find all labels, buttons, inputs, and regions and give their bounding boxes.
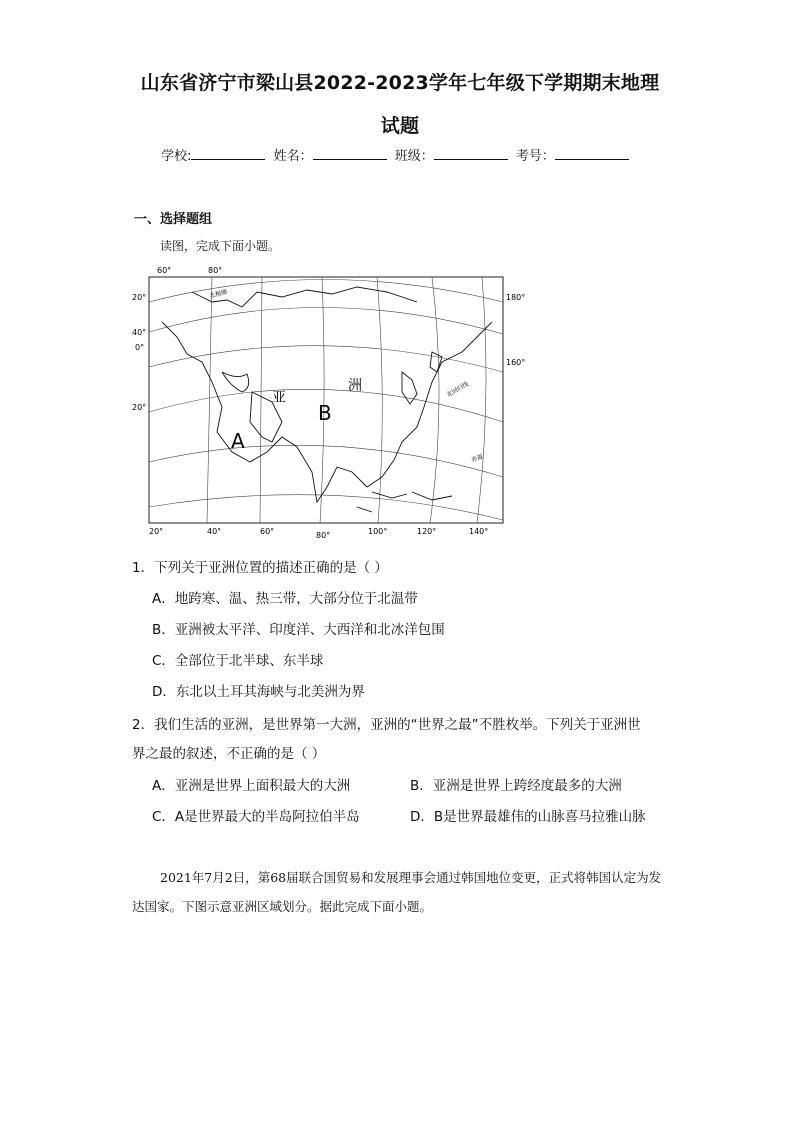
question-2-option-c: C．A是世界最大的半岛阿拉伯半岛 xyxy=(152,809,360,825)
equator-label: 赤道 xyxy=(470,453,484,464)
lat-label-20-top: 20° xyxy=(132,293,147,302)
name-blank xyxy=(313,147,387,160)
school-label: 学校: xyxy=(161,149,192,164)
question-1-option-d: D．东北以土耳其海峡与北美洲为界 xyxy=(152,684,365,700)
bottom-label-100: 100° xyxy=(368,527,388,536)
class-label: 班级： xyxy=(394,149,434,164)
passage-text: 2021年7月2日，第68届联合国贸易和发展理事会通过韩国地位变更，正式将韩国认定为发达国家。下图示意亚洲区域划分。据此完成下面小题。 xyxy=(132,870,662,914)
question-2-option-a: A．亚洲是世界上面积最大的大洲 xyxy=(152,778,351,794)
question-2-stem-line-1: 2．我们生活的亚洲，是世界第一大洲，亚洲的“世界之最”不胜枚举。下列关于亚洲世 xyxy=(132,717,641,733)
school-blank xyxy=(191,147,265,160)
document-title-line-2: 试题 xyxy=(380,115,420,137)
exam-number-label: 考号： xyxy=(515,149,555,164)
name-label: 姓名： xyxy=(273,149,313,164)
question-1-stem: 1．下列关于亚洲位置的描述正确的是（ ） xyxy=(132,560,388,576)
student-info-line xyxy=(0,145,794,164)
bottom-label-80: 80° xyxy=(316,531,331,540)
question-1-option-a: A．地跨寒、温、热三带，大部分位于北温带 xyxy=(152,591,418,607)
map-frame xyxy=(149,277,503,523)
bottom-label-20: 20° xyxy=(149,527,164,536)
bottom-label-40: 40° xyxy=(207,527,222,536)
bottom-label-120: 120° xyxy=(417,527,437,536)
question-2-stem-line-2: 界之最的叙述，不正确的是（ ） xyxy=(132,746,326,762)
section-heading: 一、选择题组 xyxy=(134,212,213,227)
arctic-circle-label: 北极圈 xyxy=(208,288,228,300)
continent-label-zhou: 洲 xyxy=(348,378,362,394)
asia-map xyxy=(132,262,526,540)
exam-number-blank xyxy=(555,147,629,160)
bottom-label-60: 60° xyxy=(260,527,275,536)
right-label-160: 160° xyxy=(506,358,526,367)
lon-top-label-60: 60° xyxy=(157,266,172,275)
lat-label-0: 0° xyxy=(135,343,145,352)
lon-top-label-80: 80° xyxy=(208,266,223,275)
point-a-label: A xyxy=(231,429,245,453)
lat-label-20-bottom: 20° xyxy=(132,403,147,412)
section-intro: 读图，完成下面小题。 xyxy=(160,239,281,253)
continent-label-ya: 亚 xyxy=(272,390,286,406)
right-label-180: 180° xyxy=(506,293,526,302)
lat-label-40: 40° xyxy=(132,328,147,337)
tropic-label: 北回归线 xyxy=(445,380,470,399)
point-b-label: B xyxy=(318,401,332,425)
question-2-option-d: D．B是世界最雄伟的山脉喜马拉雅山脉 xyxy=(410,809,646,825)
question-1-option-b: B．亚洲被太平洋、印度洋、大西洋和北冰洋包围 xyxy=(152,622,445,638)
question-1-option-c: C．全部位于北半球、东半球 xyxy=(152,653,324,669)
question-2-option-b: B．亚洲是世界上跨经度最多的大洲 xyxy=(410,778,622,794)
graticule xyxy=(149,277,503,523)
coastlines xyxy=(162,287,492,512)
document-title-line-1: 山东省济宁市梁山县2022-2023学年七年级下学期期末地理 xyxy=(140,72,660,94)
bottom-label-140: 140° xyxy=(469,527,489,536)
class-blank xyxy=(434,147,508,160)
